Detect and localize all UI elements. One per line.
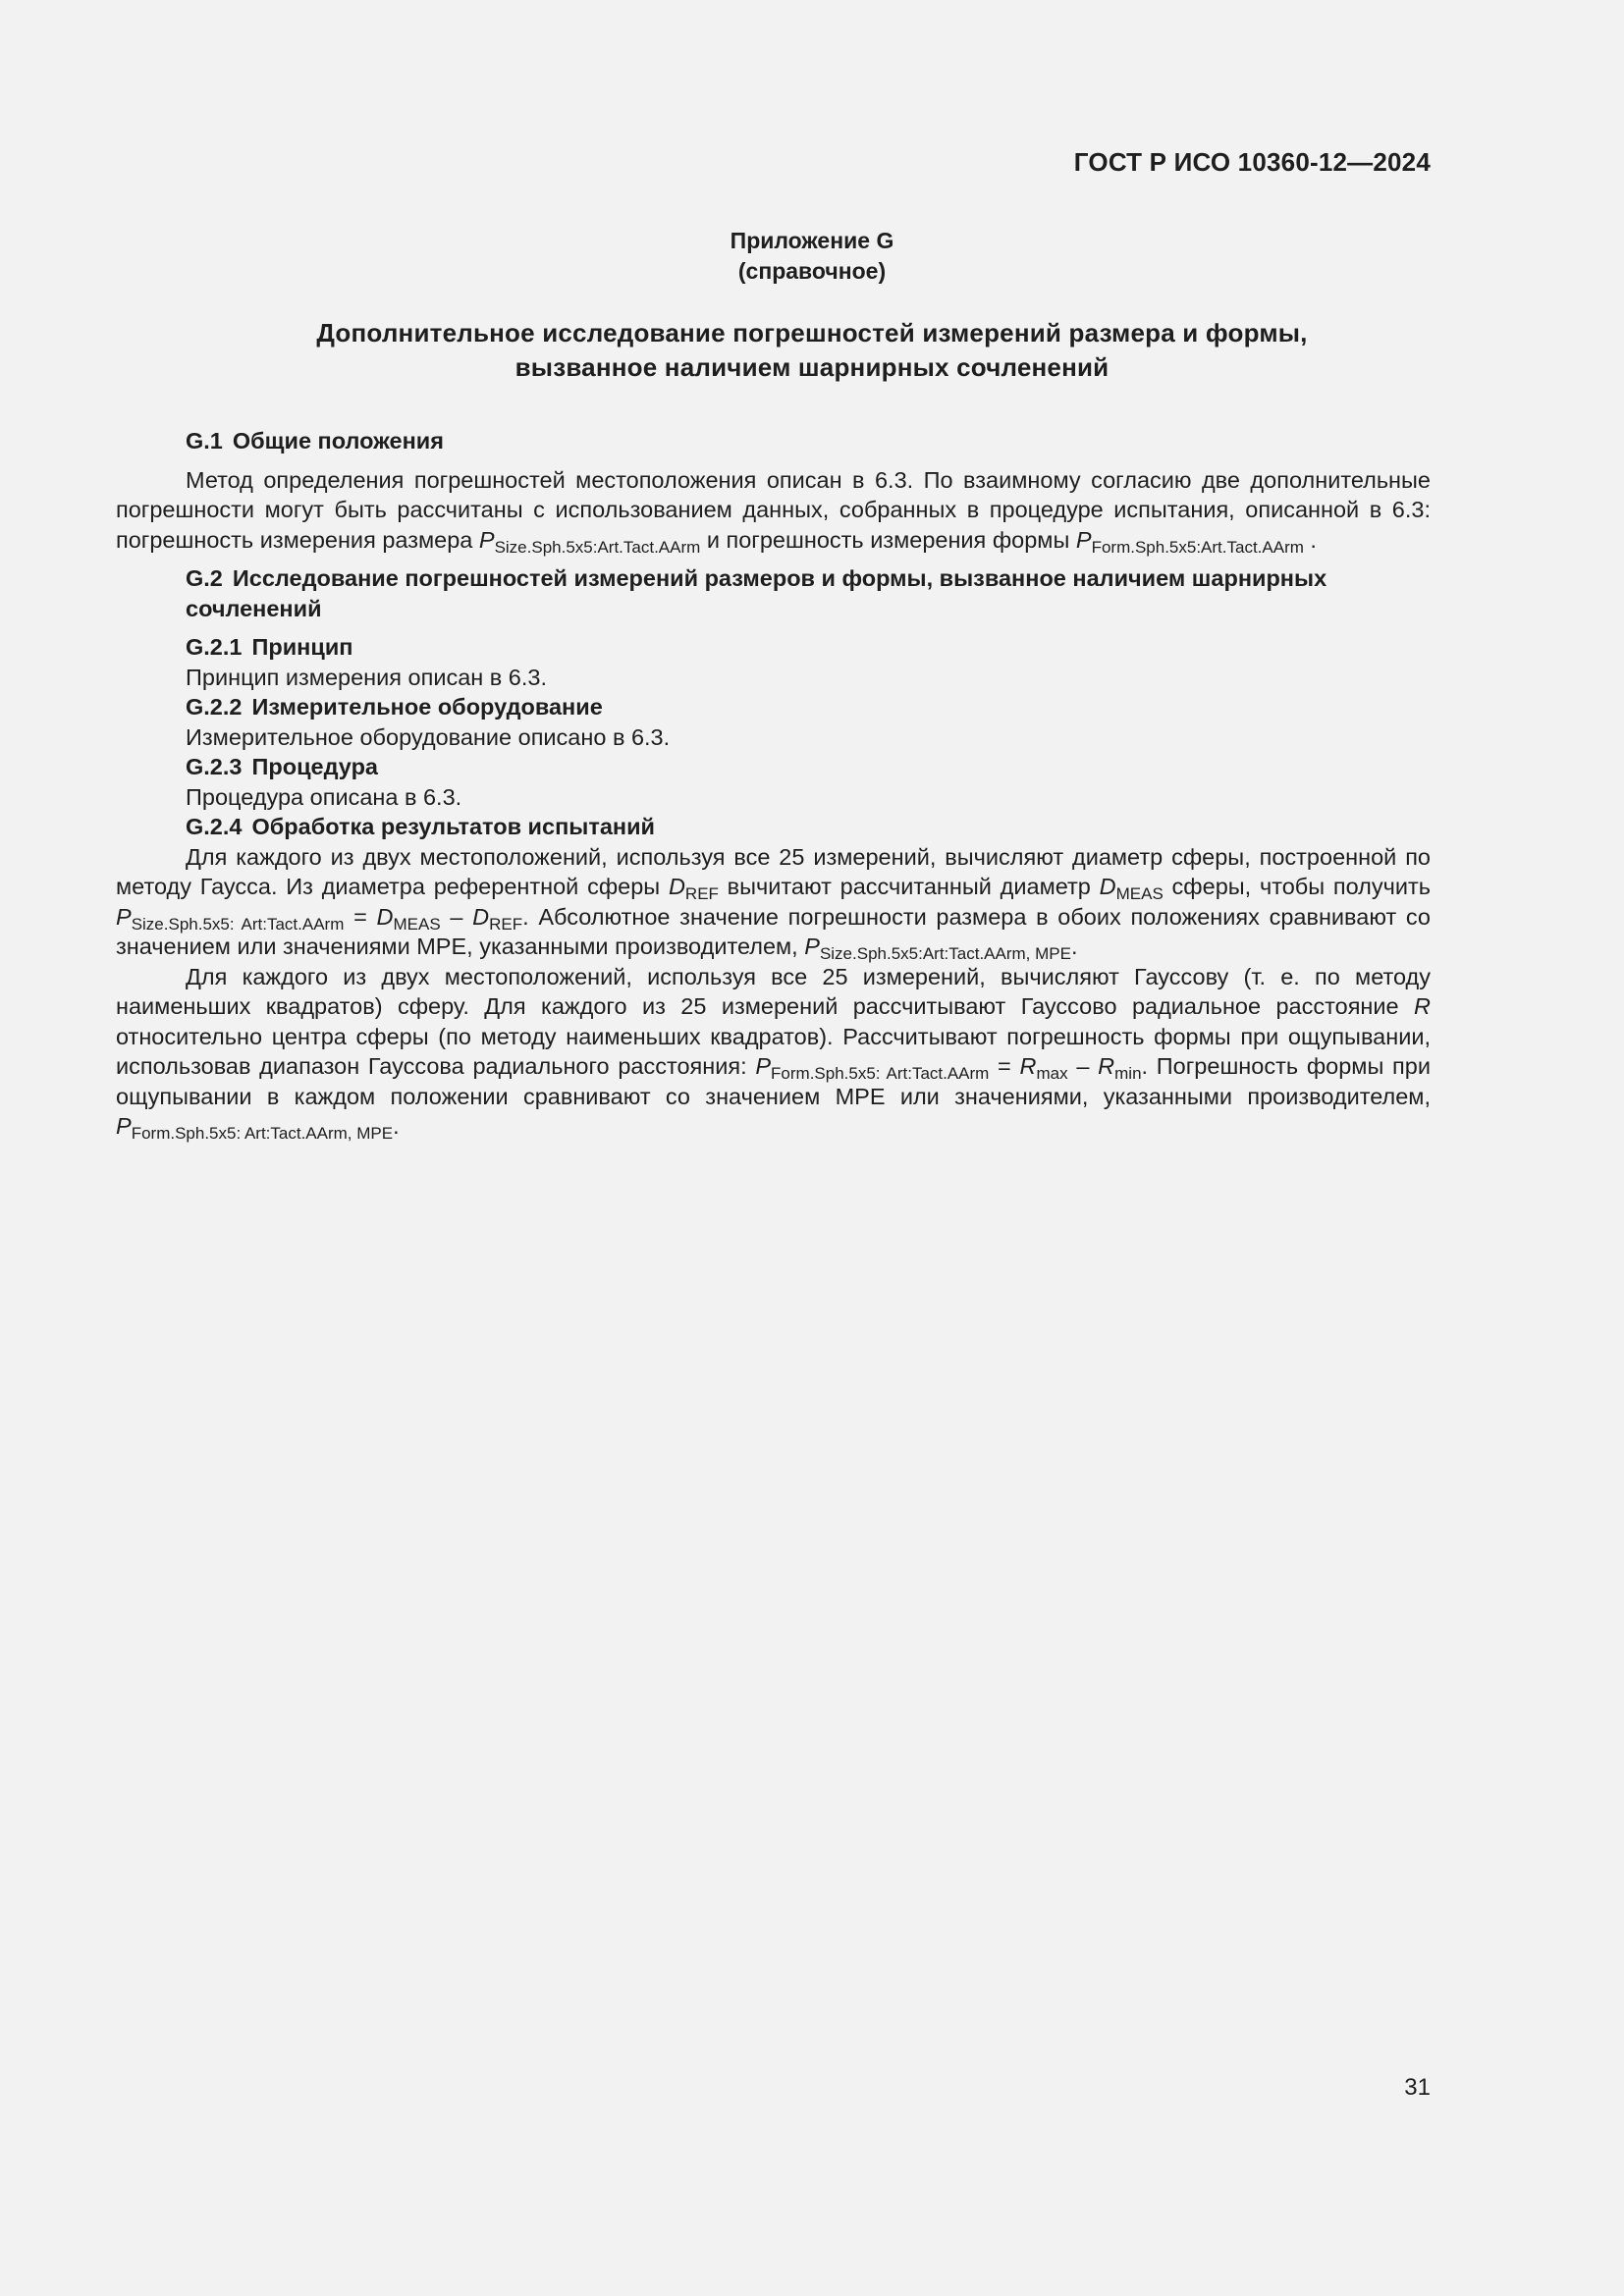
symbol: R <box>1098 1053 1115 1079</box>
text-run: = <box>989 1053 1020 1079</box>
text-run: . Погрешность формы при ощупывании в каждом положении сравнивают со значением MPE или значениями, указанными производителем, <box>116 1053 1431 1109</box>
appendix-title-line2: вызванное наличием шарнирных сочленений <box>514 352 1110 382</box>
section-number: G.2 <box>186 565 223 591</box>
symbol: D <box>1099 874 1116 899</box>
appendix-heading <box>0 226 1624 287</box>
subscript: MEAS <box>1115 884 1164 903</box>
subscript: Size.Sph.5x5: Art:Tact.AArm <box>131 914 345 934</box>
text-run: . <box>393 1113 400 1139</box>
subscript: Form.Sph.5x5:Art.Tact.AArm <box>1091 537 1304 557</box>
paragraph-g24-2 <box>116 962 1431 1142</box>
appendix-title <box>196 316 1428 385</box>
symbol: R <box>1019 1053 1037 1079</box>
subscript: max <box>1036 1064 1068 1083</box>
section-title: Обработка результатов испытаний <box>251 814 655 839</box>
symbol: P <box>116 903 132 930</box>
text-run: . <box>1303 526 1317 553</box>
section-heading-g23 <box>116 752 1431 782</box>
symbol: D <box>472 903 490 930</box>
symbol: P <box>755 1053 772 1079</box>
section-heading-g2 <box>116 563 1431 623</box>
section-number: G.2.1 <box>186 634 243 660</box>
subscript: Size.Sph.5x5:Art:Tact.AArm, MPE <box>819 944 1071 963</box>
section-heading-g22 <box>116 692 1431 722</box>
section-title: Процедура <box>251 754 378 779</box>
appendix-kind: (справочное) <box>737 258 887 284</box>
text-run: Для каждого из двух местоположений, используя все 25 измерений, вычисляют Гауссову (т. е. по методу наименьших квадратов) сферу. Для каждого из 25 измерений рассчитывают Гауссово радиальное расстояние <box>116 963 1431 1019</box>
section-heading-g1 <box>116 426 1431 456</box>
page-number: 31 <box>1404 2074 1431 2101</box>
section-heading-g21 <box>116 632 1431 663</box>
subscript: Form.Sph.5x5: Art:Tact.AArm, MPE <box>131 1124 394 1143</box>
subscript: Form.Sph.5x5: Art:Tact.AArm <box>771 1064 990 1083</box>
section-number: G.2.3 <box>186 754 243 779</box>
text-run: относительно центра сферы (по методу наименьших квадратов). Рассчитывают погрешность формы при ощупывании, использовав диапазон Гауссова радиального расстояния: <box>116 1023 1431 1079</box>
paragraph-g23: Процедура описана в 6.3. <box>186 783 462 810</box>
subscript: min <box>1114 1064 1142 1083</box>
paragraph-g21: Принцип измерения описан в 6.3. <box>186 664 547 690</box>
symbol: P <box>804 934 820 959</box>
section-heading-g24 <box>116 812 1431 842</box>
text-run: . <box>1070 934 1078 959</box>
subscript: Size.Sph.5x5:Art.Tact.AArm <box>494 537 701 557</box>
appendix-title-line1: Дополнительное исследование погрешностей измерений размера и формы, <box>316 318 1308 347</box>
symbol: P <box>478 526 495 553</box>
paragraph-g24-1 <box>116 842 1431 962</box>
appendix-label: Приложение G <box>730 228 894 253</box>
symbol: P <box>1075 526 1092 553</box>
text-run: Для каждого из двух местоположений, используя все 25 измерений, вычисляют диаметр сферы, построенной по методу Гаусса. Из диаметра референтной сферы <box>116 843 1431 899</box>
standard-header: ГОСТ Р ИСО 10360-12—2024 <box>1073 147 1431 177</box>
subscript: REF <box>489 914 523 934</box>
section-title: Общие положения <box>232 428 444 454</box>
text-run: сферы, чтобы получить <box>1163 874 1431 899</box>
text-run: Метод определения погрешностей местоположения описан в 6.3. По взаимному согласию две дополнительные погрешности могут быть рассчитаны с использованием данных, собранных в процедуре испытания, описанной в 6.3: погрешность измерения размера <box>116 466 1431 553</box>
paragraph-g1 <box>116 465 1431 556</box>
section-title: Измерительное оборудование <box>251 694 603 720</box>
symbol: R <box>1414 993 1431 1019</box>
text-run: . Абсолютное значение погрешности размера в обоих положениях сравнивают со значением или значениями MPE, указанными производителем, <box>116 903 1431 959</box>
section-title: Исследование погрешностей измерений размеров и формы, вызванное наличием шарнирных сочленений <box>186 565 1327 621</box>
text-run: и погрешность измерения формы <box>700 526 1076 553</box>
text-run: – <box>440 903 473 930</box>
section-number: G.1 <box>186 428 223 454</box>
text-run: вычитают рассчитанный диаметр <box>718 874 1100 899</box>
subscript: REF <box>684 884 719 903</box>
section-number: G.2.2 <box>186 694 243 720</box>
text-run: – <box>1067 1053 1099 1079</box>
subscript: MEAS <box>393 914 441 934</box>
section-number: G.2.4 <box>186 814 243 839</box>
symbol: P <box>116 1113 132 1139</box>
symbol: D <box>376 903 394 930</box>
paragraph-g22: Измерительное оборудование описано в 6.3. <box>186 723 671 750</box>
text-run: = <box>344 903 377 930</box>
section-title: Принцип <box>251 634 353 660</box>
symbol: D <box>668 874 685 899</box>
document-body <box>116 426 1431 1142</box>
